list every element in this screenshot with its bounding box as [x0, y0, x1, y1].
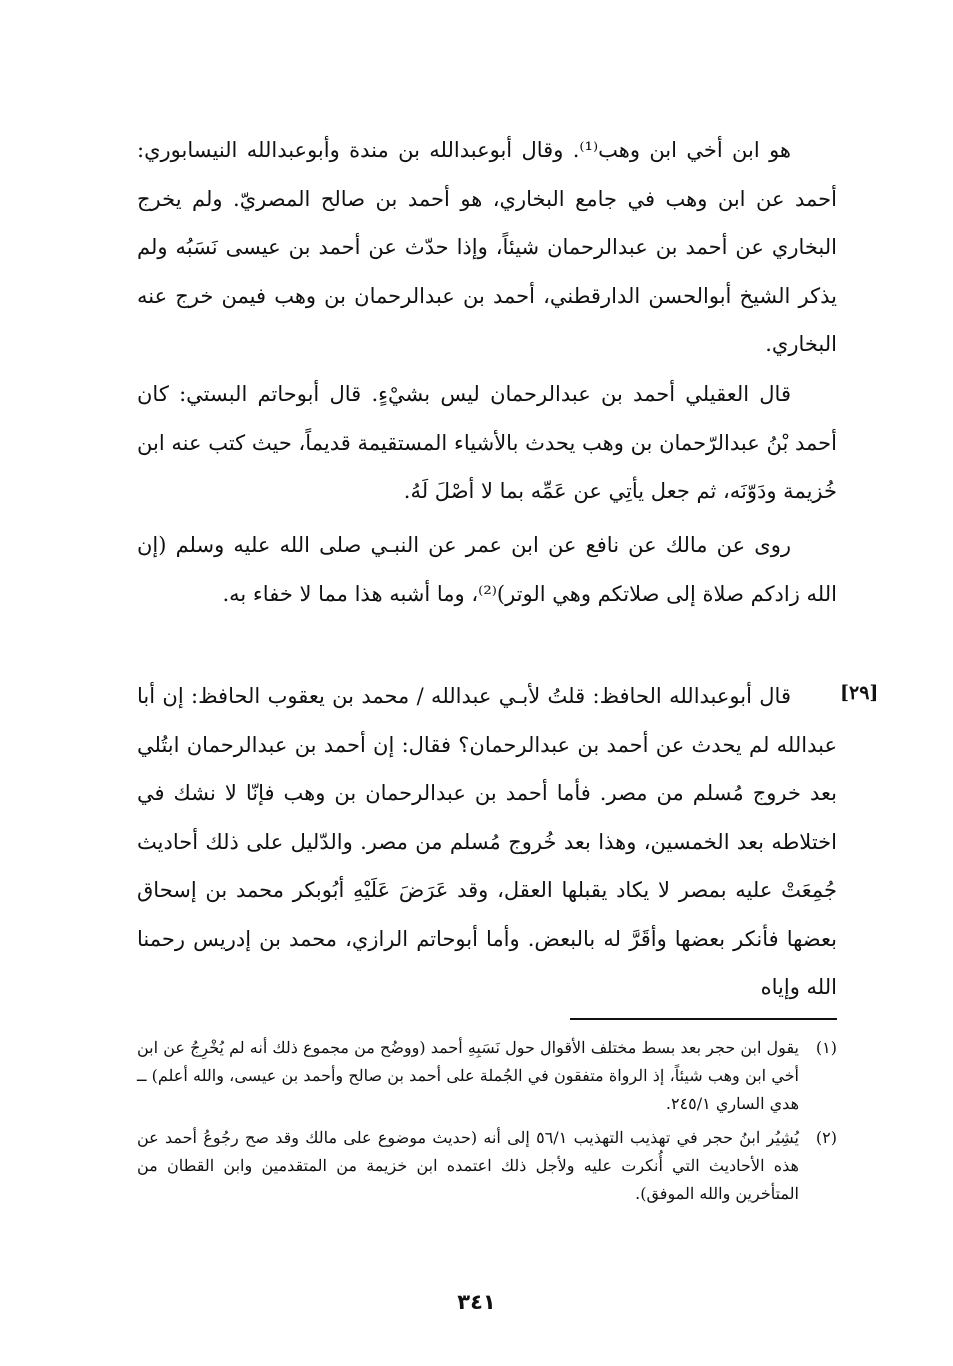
paragraph — [137, 521, 837, 618]
footnote-text: يُشِيُر ابنُ حجر في تهذيب التهذيب ٥٦/١ إلى أنه (حديث موضوع على مالك وقد صح رجُوعُ أحمد عن هذه الأحاديث التي أُنكرت عليه ولأجل ذلك اعتمده ابن خزيمة من المتقدمين وابن القطان من المتأخرين والله الموفق). — [137, 1128, 800, 1203]
paragraph — [137, 370, 837, 516]
paragraph-text: روى عن مالك عن نافع عن ابن عمر عن النبـي صلى الله عليه وسلم (إن الله زادكم صلاة إلى صلاتكم وهي الوتر)⁽²⁾، وما أشبه هذا مما لا خفاء به. — [137, 533, 837, 606]
footnote-number: (١) — [815, 1038, 837, 1057]
paragraph-text: قال أبوعبدالله الحافظ: قلتُ لأبـي عبدالله / محمد بن يعقوب الحافظ: إن أبا عبدالله لم يحدث عن أحمد بن عبدالرحمان؟ فقال: إن أحمد بن عبدالرحمان ابتُلي بعد خروج مُسلم من مصر. فأما أحمد بن عبدالرحمان بن وهب فإنّا لا نشك في اختلاطه بعد الخمسين، وهذا بعد خُروج مُسلم من مصر. والدّليل على ذلك أحاديث جُمِعَتْ عليه بمصر لا يكاد يقبلها العقل، وقد عَرَضَ عَلَيْهِ أبُوبكر محمد بن إسحاق بعضها فأنكر بعضها وأقَرَّ له بالبعض. وأما أبوحاتم الرازي، محمد بن إدريس رحمنا الله وإياه — [137, 684, 837, 999]
footnotes-section — [137, 1034, 837, 1214]
footnote-divider — [570, 1018, 837, 1020]
paragraph — [137, 672, 837, 1012]
margin-line-number: [٢٩] — [840, 682, 879, 704]
paragraph-text: هو ابن أخي ابن وهب⁽¹⁾. وقال أبوعبدالله بن مندة وأبوعبدالله النيسابوري: أحمد عن ابن وهب في جامع البخاري، هو أحمد بن صالح المصريّ. ولم يخرج البخاري عن أحمد بن عبدالرحمان شيئاً، وإذا حدّث عن أحمد بن عيسى نَسَبُه ولم يذكر الشيخ أبوالحسن الدارقطني، أحمد بن عبدالرحمان بن وهب فيمن خرج عنه البخاري. — [137, 138, 837, 356]
footnote — [137, 1034, 837, 1118]
page-number: ٣٤١ — [457, 1290, 496, 1314]
footnote-number: (٢) — [815, 1128, 837, 1147]
footnote-text: يقول ابن حجر بعد بسط مختلف الأقوال حول نَسَبِهِ أحمد (ووضُح من مجموع ذلك أنه لم يُخْرِجُ عن ابن أخي ابن وهب شيئاً، إذ الرواة متفقون في الجُملة على أحمد بن صالح وأحمد بن عيسى، والله أعلم) ــ هدي الساري ٢٤٥/١. — [137, 1038, 799, 1113]
footnote — [137, 1124, 837, 1208]
paragraph-text: قال العقيلي أحمد بن عبدالرحمان ليس بشيْءٍ. قال أبوحاتم البستي: كان أحمد بْنُ عبدالرّحمان بن وهب يحدث بالأشياء المستقيمة قديماً، حيث كتب عنه ابن خُزيمة ودَوّنَه، ثم جعل يأتِي عن عَمِّه بما لا أصْلَ لَهُ. — [137, 382, 837, 503]
paragraph — [137, 126, 837, 369]
